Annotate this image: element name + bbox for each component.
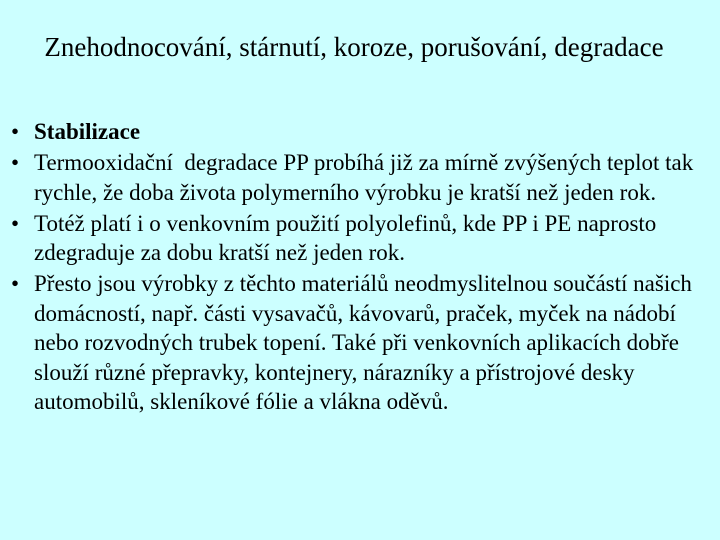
bullet-icon: • xyxy=(10,119,20,144)
bullet-text: Stabilizace xyxy=(34,119,141,144)
bullet-item-presto xyxy=(0,269,712,417)
bullet-list xyxy=(0,117,712,418)
bullet-icon: • xyxy=(10,271,20,296)
bullet-icon: • xyxy=(10,150,20,175)
bullet-item-totez xyxy=(0,209,712,268)
slide-title: Znehodnocování, stárnutí, koroze, porušování, degradace xyxy=(44,32,664,62)
bullet-text: Totéž platí i o venkovním použití polyolefinů, kde PP i PE naprosto zdegraduje za dobu kratší než jeden rok. xyxy=(34,210,657,265)
bullet-item-stabilizace xyxy=(0,117,712,147)
bullet-item-termooxidacni xyxy=(0,148,712,207)
bullet-text: Přesto jsou výrobky z těchto materiálů neodmyslitelnou součástí našich domácností, např. části vysavačů, kávovarů, praček, myček na nádobí nebo rozvodných trubek topení. Také při venkovních aplikacích dobře slouží různé přepravky, kontejnery, nárazníky a přístrojové desky automobilů, skleníkové fólie a vlákna oděvů. xyxy=(34,271,692,414)
bullet-text: Termooxidační degradace PP probíhá již za mírně zvýšených teplot tak rychle, že doba života polymerního výrobku je kratší než jeden rok. xyxy=(34,150,699,205)
bullet-icon: • xyxy=(10,210,20,236)
